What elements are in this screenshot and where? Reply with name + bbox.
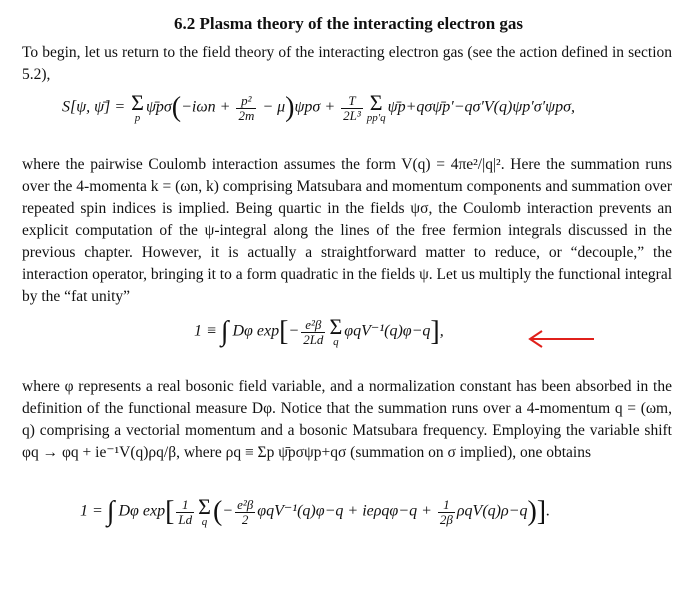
eq1-term1b: −iωn + xyxy=(181,98,235,116)
equation-shifted: 1 = ∫ Dφ exp[ $\frac{1}{Ld}$ Σ q (− $\frac{\text{e²β}}{2}$ φqV⁻¹(q)φ−q + ieρqφ−q + $\frac{1}{2\beta}$ ρqV(q)ρ−q)]. xyxy=(80,493,551,528)
eq3-frac1: $\frac{1}{Ld}$ xyxy=(178,496,193,527)
left-arrow-icon xyxy=(526,328,596,350)
eq3-tail: . xyxy=(546,502,551,520)
paragraph-coulomb: where the pairwise Coulomb interaction assumes the form V(q) = 4πe²/|q|². Here the summation runs over the 4-momenta k = (ωn, k) comprising Matsubara and momentum components and summation over repeated spin indices is implied. Being quartic in the fields ψσ, the Coulomb interaction prevents an explicit computation of the ψ-integral along the lines of the free fermion integrals discussed in the previous chapter. However, it is actually a straightforward matter to reduce, or “decouple,” the interaction operator, bringing it to a form quadratic in the fields ψ. Let us multiply the functional integral by the “fat unity” xyxy=(22,156,673,305)
section-heading: 6.2 Plasma theory of the interacting electron gas xyxy=(173,14,524,33)
eq3-term-b: ρqV(q)ρ−q xyxy=(456,502,528,520)
eq2-frac: $\frac{\text{e²β}}{2Ld}$ xyxy=(303,316,324,347)
eq1-lhs: S[ψ, ψ̄] = xyxy=(62,98,130,116)
eq1-term1d: ψpσ + xyxy=(294,98,340,116)
eq3-term-a: φqV⁻¹(q)φ−q + ieρqφ−q + xyxy=(257,502,436,520)
eq1-sum2: Σ pp′q xyxy=(366,89,386,124)
eq2-sum: Σ q xyxy=(329,313,343,348)
paragraph-intro: To begin, let us return to the field theory of the interacting electron gas (see the action defined in section 5.2), xyxy=(22,44,672,83)
eq2-term: φqV⁻¹(q)φ−q xyxy=(344,322,431,340)
eq1-frac2: $\frac{T}{\text{2L³}}$ xyxy=(343,92,361,123)
eq3-lhs: 1 = xyxy=(80,502,107,520)
eq3-sum: Σ q xyxy=(198,493,211,528)
eq1-term2: ψ̄p+qσψ̄p′−qσ′V(q)ψp′σ′ψpσ, xyxy=(387,98,575,116)
eq2-measure: Dφ exp xyxy=(232,322,280,340)
equation-action: S[ψ, ψ̄] = Σ p ψ̄pσ(−iωn + $\frac{\text{p²}}{2m}$ − μ)ψpσ + $\frac{T}{\text{2L³}}$ Σ pp′q ψ̄p+qσψ̄p′−qσ′V(q)ψp′σ′ψpσ, xyxy=(62,89,575,124)
eq2-lhs: 1 ≡ xyxy=(194,322,221,340)
eq3-frac3: $\frac{1}{2\beta}$ xyxy=(439,496,453,527)
equation-fat-unity: 1 ≡ ∫ Dφ exp[− $\frac{\text{e²β}}{2Ld}$ Σ q φqV⁻¹(q)φ−q], xyxy=(194,313,444,348)
eq1-term1c: − μ xyxy=(258,98,286,116)
eq3-frac2: $\frac{\text{e²β}}{2}$ xyxy=(237,496,254,527)
eq1-term1a: ψ̄pσ xyxy=(145,98,172,116)
eq2-tail: , xyxy=(439,322,444,340)
paragraph-bosonic: where φ represents a real bosonic field variable, and a normalization constant has been absorbed in the definition of the functional measure Dφ. Notice that the summation runs over a 4-momentum q = (ωm, q) comprising a vectorial momentum and a bosonic Matsubara frequency. Employing the variable shift φq → φq + ie⁻¹V(q)ρq/β, where ρq ≡ Σp ψ̄pσψp+qσ (summation on σ implied), one obtains xyxy=(22,378,672,461)
eq1-sum1: Σ p xyxy=(131,89,144,124)
eq1-frac1: $\frac{\text{p²}}{2m}$ xyxy=(238,92,255,123)
eq3-measure: Dφ exp xyxy=(118,502,166,520)
